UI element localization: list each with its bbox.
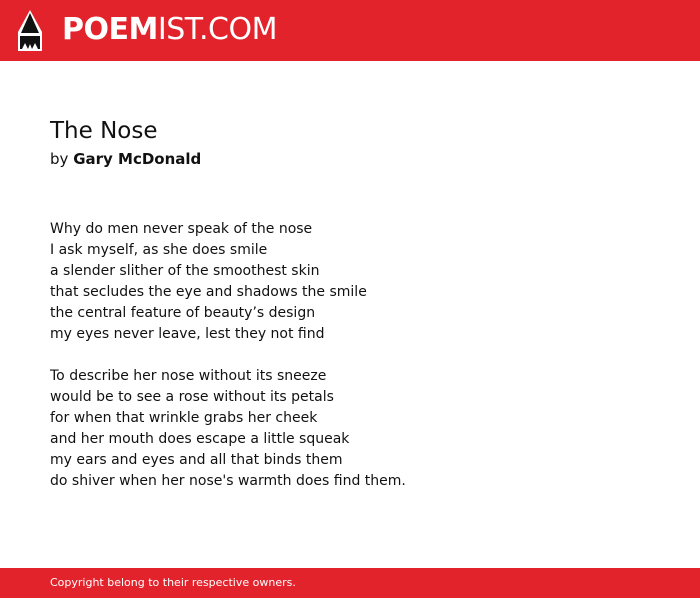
poem-line: Why do men never speak of the nose	[50, 221, 313, 237]
poem-title: The Nose	[50, 118, 158, 144]
poem-line: that secludes the eye and shadows the smile	[50, 284, 367, 300]
logo-bold-text: POEM	[62, 12, 158, 47]
poem-line: would be to see a rose without its petals	[50, 389, 334, 405]
stanza-2	[50, 366, 670, 492]
poem-line: my ears and eyes and all that binds them	[50, 452, 343, 468]
stanza-1	[50, 219, 670, 345]
poem-byline	[50, 149, 201, 169]
site-footer	[0, 568, 700, 598]
poem-line: and her mouth does escape a little squeak	[50, 431, 350, 447]
poem-line: the central feature of beauty’s design	[50, 305, 316, 321]
site-logo[interactable]	[62, 12, 277, 48]
poem-line: my eyes never leave, lest they not find	[50, 326, 325, 342]
poem-author: Gary McDonald	[73, 150, 202, 168]
copyright-notice: Copyright belong to their respective owners.	[50, 576, 296, 589]
poem-line: I ask myself, as she does smile	[50, 242, 268, 258]
pencil-icon[interactable]	[18, 10, 42, 51]
byline-prefix: by	[50, 150, 69, 168]
poem-line: do shiver when her nose's warmth does find them.	[50, 473, 406, 489]
poem-line: a slender slither of the smoothest skin	[50, 263, 320, 279]
poem-line: for when that wrinkle grabs her cheek	[50, 410, 318, 426]
poem-body	[50, 219, 670, 513]
site-header	[0, 0, 700, 61]
poem-line: To describe her nose without its sneeze	[50, 368, 327, 384]
logo-light-text: IST.COM	[157, 12, 277, 47]
